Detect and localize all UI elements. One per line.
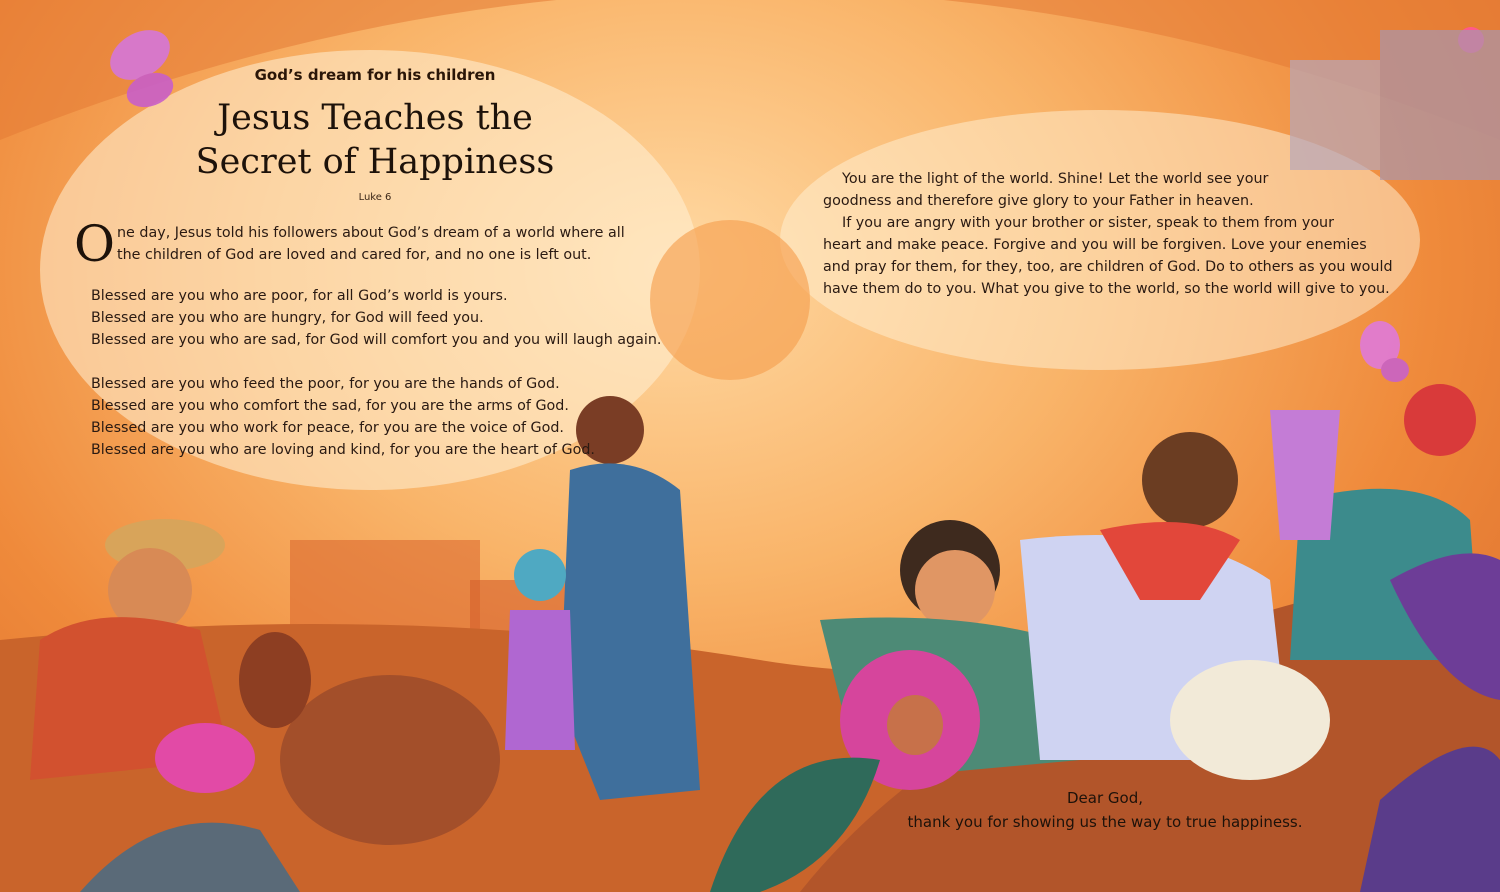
blessing-line: Blessed are you who are loving and kind, for you are the heart of God. [91,442,595,458]
title-line: Jesus Teaches the [217,98,533,138]
scripture-reference: Luke 6 [358,192,392,203]
blessing-line: Blessed are you who comfort the sad, for you are the arms of God. [91,398,569,414]
intro-paragraph [74,215,644,273]
blessing-line: Blessed are you who feed the poor, for you are the hands of God. [91,376,560,392]
bowl [155,723,255,793]
page-subtitle: God’s dream for his children [254,66,496,84]
prayer-line: thank you for showing us the way to true happiness. [907,813,1303,831]
right-text-line: have them do to you. What you give to the world, so the world will give to you. [823,281,1390,297]
intro-text: ne day, Jesus told his followers about God’s dream of a world where all the children of God are loved and cared for, and no one is left out. [117,225,625,263]
right-text-line: goodness and therefore give glory to your Father in heaven. [823,193,1254,209]
right-text-line: You are the light of the world. Shine! Let the world see your [842,171,1269,187]
blessing-line: Blessed are you who are hungry, for God will feed you. [91,310,484,326]
lamb [1170,660,1330,780]
building [1380,30,1500,180]
blessing-line: Blessed are you who work for peace, for you are the voice of God. [91,420,564,436]
girl [505,549,575,750]
right-text-line: If you are angry with your brother or sister, speak to them from your [842,215,1334,231]
right-text-line: and pray for them, for they, too, are children of God. Do to others as you would [823,259,1393,275]
sun [650,220,810,380]
page-title [150,96,600,184]
drop-cap: O [74,215,115,273]
title-line: Secret of Happiness [195,142,555,182]
blessing-line: Blessed are you who are sad, for God will comfort you and you will laugh again. [91,332,662,348]
blessing-line: Blessed are you who are poor, for all God’s world is yours. [91,288,508,304]
right-text-line: heart and make peace. Forgive and you will be forgiven. Love your enemies [823,237,1367,253]
prayer [880,786,1330,834]
building [1290,60,1380,170]
prayer-line: Dear God, [1067,789,1143,807]
butterfly-icon [1360,321,1409,382]
